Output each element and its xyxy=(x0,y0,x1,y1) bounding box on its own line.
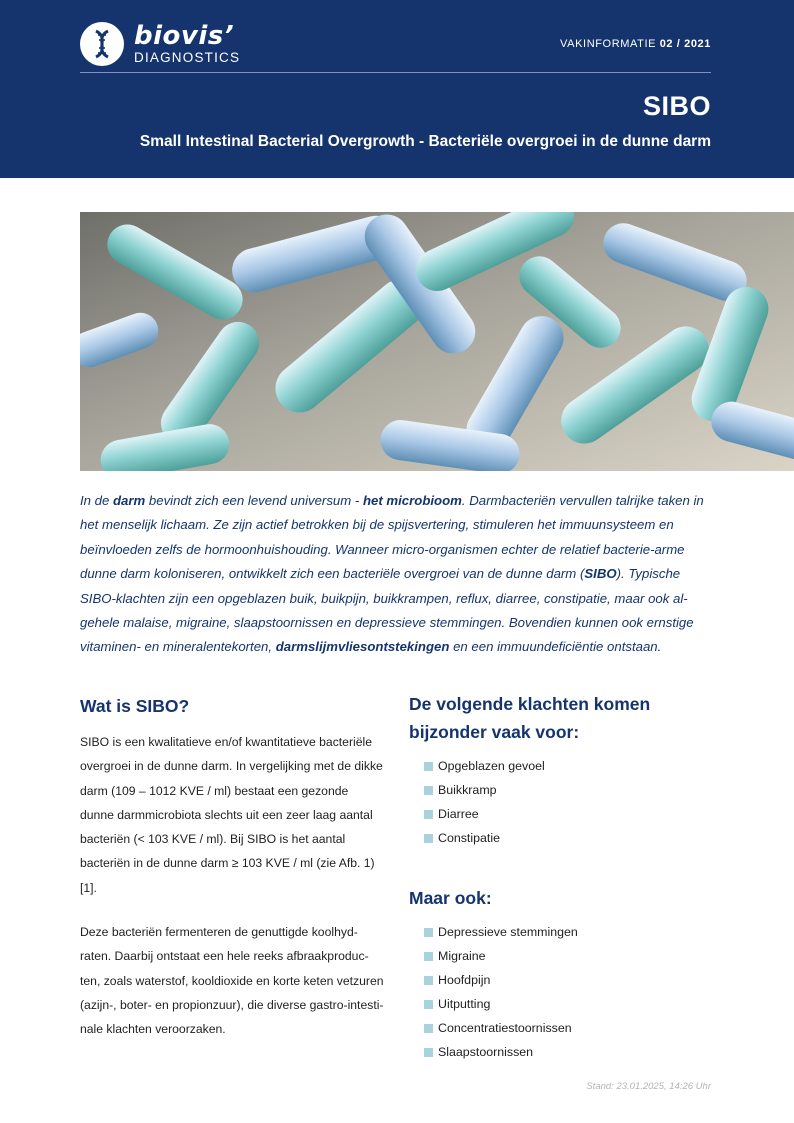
list-item-label: Hoofdpijn xyxy=(438,973,491,987)
intro-text: In de xyxy=(80,493,113,508)
header-banner xyxy=(0,0,794,178)
bullet-square-icon xyxy=(424,786,433,795)
intro-emphasis: darm xyxy=(113,493,146,508)
list-item-label: Constipatie xyxy=(438,831,500,845)
list-item-label: Opgeblazen gevoel xyxy=(438,759,545,773)
left-column xyxy=(80,692,384,1042)
list-item xyxy=(409,920,711,944)
list-item-label: Migraine xyxy=(438,949,486,963)
list-item xyxy=(409,1040,711,1064)
section-heading-also: Maar ook: xyxy=(409,888,492,908)
list-item xyxy=(409,944,711,968)
list-item xyxy=(409,802,711,826)
bullet-square-icon xyxy=(424,1000,433,1009)
intro-text: en een immuundeficiëntie ontstaan. xyxy=(449,639,662,655)
issue-tag-number: 02 / 2021 xyxy=(659,38,711,50)
intro-text: bevindt zich een levend universum - xyxy=(145,493,363,508)
list-item xyxy=(409,754,711,778)
intro-text: . Darmbacteriën vervullen talrijke taken in het menselijk lichaam. Ze zijn actief betrokken bij de spijsvertering, stimuleren het immuunsysteem en beïnvloeden zelfs de hormoonhuishouding. Wanneer micro-organismen echter de relatief bacterie-arme dunne darm koloniseren, ontwikkelt zich een bacteriële overgroei van de dunne darm ( xyxy=(80,493,704,582)
intro-text: ). Typische SIBO-klachten zijn een opgeblazen buik, buikpijn, buikkrampen, reflux, diarree, constipatie, maar ook algehele malaise, migraine, slaapstoornissen en depressieve stemmingen. Bovendien kunnen ook ernstige vitaminen- en mineralentekorten, xyxy=(80,566,694,655)
bullet-square-icon xyxy=(424,834,433,843)
section-heading-what-is-sibo: Wat is SIBO? xyxy=(80,696,190,716)
logo-brand: biovis’ xyxy=(134,21,235,51)
dna-helix-icon xyxy=(80,22,124,66)
list-item-label: Depressieve stemmingen xyxy=(438,925,578,939)
section-heading-common-symptoms: De volgende klachten komen bijzonder vaak voor: xyxy=(409,694,651,742)
list-item xyxy=(409,778,711,802)
bullet-square-icon xyxy=(424,1024,433,1033)
bullet-square-icon xyxy=(424,976,433,985)
common-symptoms-list xyxy=(409,754,711,850)
bullet-square-icon xyxy=(424,952,433,961)
list-item xyxy=(409,1016,711,1040)
bullet-square-icon xyxy=(424,762,433,771)
issue-tag-prefix: VAKINFORMATIE xyxy=(560,38,657,50)
document-date-stamp: Stand: 23.01.2025, 14:26 Uhr xyxy=(586,1081,711,1092)
right-column xyxy=(409,690,711,1064)
other-symptoms-list xyxy=(409,920,711,1064)
bullet-square-icon xyxy=(424,810,433,819)
intro-emphasis: SIBO xyxy=(584,566,617,582)
definition-paragraph: SIBO is een kwalitatieve en/of kwantitatieve bacteriële overgroei in de dunne darm. In vergelijking met de dikke darm (109 – 1012 KVE / ml) bestaat een gezonde dunne darmmicrobiota slechts uit een zeer laag aantal bacteriën (< 103 KVE / ml). Bij SIBO is het aantal bacteriën in de dunne darm ≥ 103 KVE / ml (zie Afb. 1) [1]. xyxy=(80,735,383,895)
fermentation-paragraph: Deze bacteriën fermenteren de genuttigde koolhydraten. Daarbij ontstaat een hele reeks afbraakproducten, zoals waterstof, kooldioxide en korte keten vetzuren (azijn-, boter- en propionzuur), die diverse gastro-intestinale klachten veroorzaken. xyxy=(80,925,384,1037)
list-item-label: Concentratiestoornissen xyxy=(438,1021,572,1035)
list-item-label: Diarree xyxy=(438,807,479,821)
intro-emphasis: het microbioom xyxy=(362,493,462,508)
intro-paragraph xyxy=(80,489,712,660)
page-title: SIBO xyxy=(642,91,711,121)
issue-tag xyxy=(560,38,711,50)
list-item-label: Uitputting xyxy=(438,997,491,1011)
page-subtitle: Small Intestinal Bacterial Overgrowth - Bacteriële overgroei in de dunne darm xyxy=(139,133,711,150)
list-item-label: Slaapstoornissen xyxy=(438,1045,534,1059)
biovis-logo[interactable] xyxy=(80,22,240,66)
list-item xyxy=(409,992,711,1016)
list-item-label: Buikkramp xyxy=(438,783,497,797)
header-divider xyxy=(80,72,711,73)
logo-subtitle: DIAGNOSTICS xyxy=(134,50,241,65)
bullet-square-icon xyxy=(424,1048,433,1057)
hero-image xyxy=(80,212,794,471)
intro-emphasis: darmslijmvliesontstekingen xyxy=(275,639,450,655)
list-item xyxy=(409,826,711,850)
list-item xyxy=(409,968,711,992)
bullet-square-icon xyxy=(424,928,433,937)
